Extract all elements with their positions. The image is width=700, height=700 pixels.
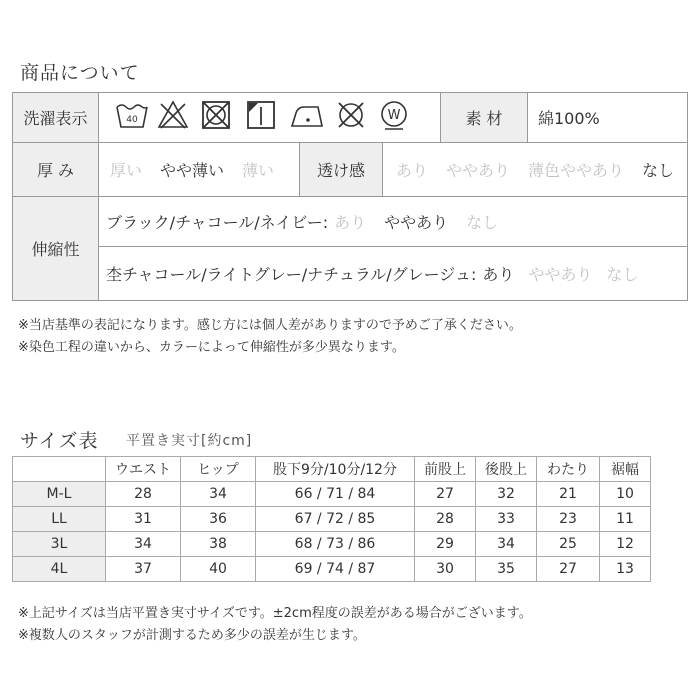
- material-value: 綿100%: [538, 109, 600, 128]
- table-cell: 35: [476, 557, 537, 582]
- size-note: ※上記サイズは当店平置き実寸サイズです。±2cm程度の誤差がある場合がございます。: [18, 606, 532, 621]
- size-name-cell: 3L: [13, 532, 106, 557]
- table-cell: 36: [181, 507, 256, 532]
- svg-text:40: 40: [126, 115, 138, 125]
- no-bleach-icon: [157, 99, 189, 131]
- table-row: [13, 507, 651, 532]
- table-cell: 23: [537, 507, 600, 532]
- table-row: [13, 532, 651, 557]
- size-name-cell: LL: [13, 507, 106, 532]
- stretch-option: ややあり: [528, 265, 593, 284]
- size-header-cell: 裾幅: [600, 457, 651, 482]
- table-cell: 40: [181, 557, 256, 582]
- table-cell: 27: [415, 482, 476, 507]
- sheer-option: ややあり: [446, 161, 511, 180]
- size-header-cell: ウエスト: [106, 457, 181, 482]
- size-table-header-row: [13, 457, 651, 482]
- size-header-cell: 前股上: [415, 457, 476, 482]
- size-header-cell: わたり: [537, 457, 600, 482]
- no-dry-clean-icon: [335, 99, 367, 131]
- line-dry-shade-icon: [245, 99, 277, 131]
- size-name-cell: 4L: [13, 557, 106, 582]
- table-row: [13, 557, 651, 582]
- table-cell: 37: [106, 557, 181, 582]
- table-cell: 28: [415, 507, 476, 532]
- table-cell: 30: [415, 557, 476, 582]
- table-cell: 10: [600, 482, 651, 507]
- table-cell: 32: [476, 482, 537, 507]
- thickness-options: [110, 143, 292, 196]
- table-cell: 12: [600, 532, 651, 557]
- stretch-option: あり: [334, 213, 367, 232]
- stretch-option: ややあり: [384, 213, 449, 232]
- size-header-cell: [13, 457, 106, 482]
- table-cell: 69 / 74 / 87: [256, 557, 415, 582]
- material-label: 素 材: [441, 93, 527, 142]
- size-section-title: サイズ表: [20, 430, 99, 452]
- table-cell: 29: [415, 532, 476, 557]
- size-header-cell: ヒップ: [181, 457, 256, 482]
- sheer-option: あり: [396, 161, 429, 180]
- wash-40-tub-icon: [114, 99, 150, 131]
- table-cell: 33: [476, 507, 537, 532]
- svg-text:W: W: [387, 108, 401, 123]
- table-cell: 34: [181, 482, 256, 507]
- table-row: [13, 482, 651, 507]
- iron-low-icon: [288, 99, 328, 131]
- stretch-option: なし: [606, 265, 639, 284]
- table-cell: 27: [537, 557, 600, 582]
- size-note: ※複数人のスタッフが計測するため多少の誤差が生じます。: [18, 628, 366, 643]
- thickness-option: 薄い: [242, 161, 275, 180]
- table-cell: 25: [537, 532, 600, 557]
- no-tumble-dry-icon: [200, 99, 232, 131]
- stretch-label: 伸縮性: [13, 197, 98, 300]
- table-cell: 67 / 72 / 85: [256, 507, 415, 532]
- sheer-option: なし: [642, 161, 675, 180]
- product-note: ※染色工程の違いから、カラーによって伸縮性が多少異なります。: [18, 340, 405, 355]
- size-table: [12, 456, 651, 582]
- table-cell: 68 / 73 / 86: [256, 532, 415, 557]
- stretch-option: なし: [466, 213, 499, 232]
- table-cell: 38: [181, 532, 256, 557]
- stretch-row-2-colors: 杢チャコール/ライトグレー/ナチュラル/グレージュ:: [106, 265, 477, 284]
- product-section-title: 商品について: [20, 62, 140, 84]
- size-header-cell: 股下9分/10分/12分: [256, 457, 415, 482]
- table-cell: 34: [106, 532, 181, 557]
- table-cell: 11: [600, 507, 651, 532]
- table-cell: 13: [600, 557, 651, 582]
- table-cell: 34: [476, 532, 537, 557]
- stretch-row-1: [106, 197, 516, 246]
- sheer-label: 透け感: [300, 143, 382, 196]
- care-label: 洗濯表示: [13, 93, 98, 142]
- table-cell: 66 / 71 / 84: [256, 482, 415, 507]
- thickness-option: やや薄い: [160, 161, 225, 180]
- wet-clean-icon: [378, 99, 410, 131]
- stretch-row-2: [106, 247, 638, 300]
- size-name-cell: M-L: [13, 482, 106, 507]
- stretch-row-1-colors: ブラック/チャコール/ネイビー:: [106, 213, 329, 232]
- table-cell: 21: [537, 482, 600, 507]
- thickness-label: 厚 み: [13, 143, 98, 196]
- thickness-option: 厚い: [110, 161, 143, 180]
- sheer-options: [396, 143, 674, 196]
- size-header-cell: 後股上: [476, 457, 537, 482]
- table-cell: 31: [106, 507, 181, 532]
- table-cell: 28: [106, 482, 181, 507]
- sheer-option: 薄色ややあり: [528, 161, 625, 180]
- product-note: ※当店基準の表記になります。感じ方には個人差がありますので予めご了承ください。: [18, 318, 522, 333]
- stretch-option: あり: [482, 265, 515, 284]
- size-section-subtitle: 平置き実寸[約cm]: [126, 433, 253, 449]
